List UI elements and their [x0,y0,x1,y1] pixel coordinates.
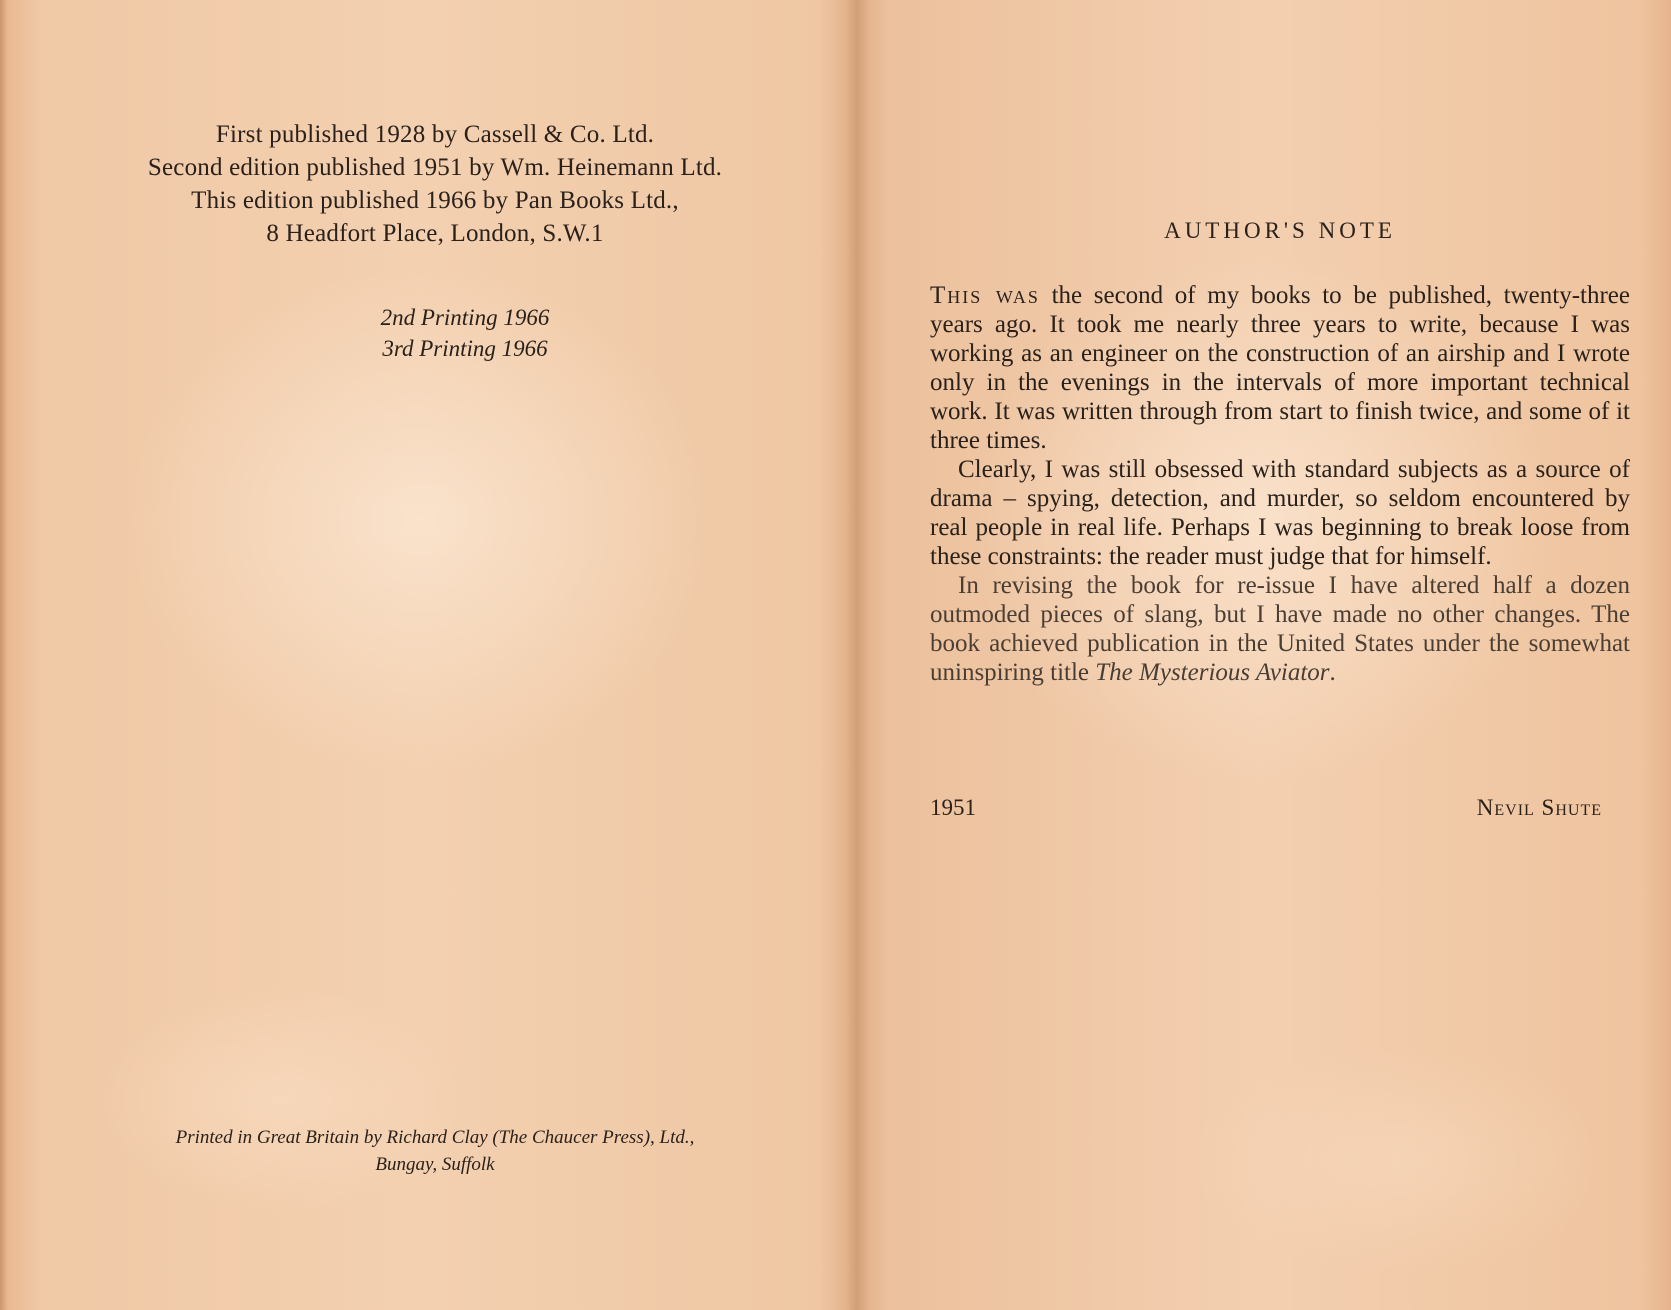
book-spine-gutter [845,0,869,1310]
note-paragraph-end: . [1329,659,1336,686]
printing-history [70,302,800,364]
note-paragraph: Clearly, I was still obsessed with standard subjects as a source of drama – spying, detection, and murder, so seldom encountered by real people in real life. Perhaps I was beginning to break loose from these constraints: the reader must judge that for himself. [930,456,1630,570]
note-lead-words: This was [930,282,1040,309]
author-signature: Nevil Shute [1476,795,1602,820]
printer-line: Bungay, Suffolk [375,1154,495,1175]
note-year: 1951 [930,795,976,820]
book-title-us: The Mysterious Aviator [1095,659,1330,686]
note-paragraph [930,571,1630,687]
imprint-line: Second edition published 1951 by Wm. Heinemann Ltd. [147,154,723,181]
note-paragraph-text: the second of my books to be published, twenty-three years ago. It took me nearly three years to write, because I was working as an engineer on the construction of an airship and I wrote only in the evenings in the intervals of more important technical work. It was written through from start to finish twice, and some of it three times. [930,282,1630,454]
note-paragraph [930,281,1630,455]
printer-line: Printed in Great Britain by Richard Clay (The Chaucer Press), Ltd., [175,1127,695,1148]
imprint-line: First published 1928 by Cassell & Co. Ltd. [215,121,655,148]
imprint-line: 8 Headfort Place, London, S.W.1 [266,220,604,247]
note-paragraph-text: In revising the book for re-issue I have altered half a dozen outmoded pieces of slang, but I have made no other changes. The book achieved publication in the United States under the somewhat uninspiring title [930,572,1630,686]
printing-line: 2nd Printing 1966 [380,305,550,330]
page-edge-shadow [0,0,8,1310]
imprint-line: This edition published 1966 by Pan Books Ltd., [191,187,679,214]
printing-line: 3rd Printing 1966 [382,336,548,361]
authors-note-heading: AUTHOR'S NOTE [1164,218,1396,243]
publication-imprint [70,118,800,250]
printer-credit [70,1124,800,1178]
authors-note-body [930,281,1630,687]
note-footer [930,795,1602,821]
